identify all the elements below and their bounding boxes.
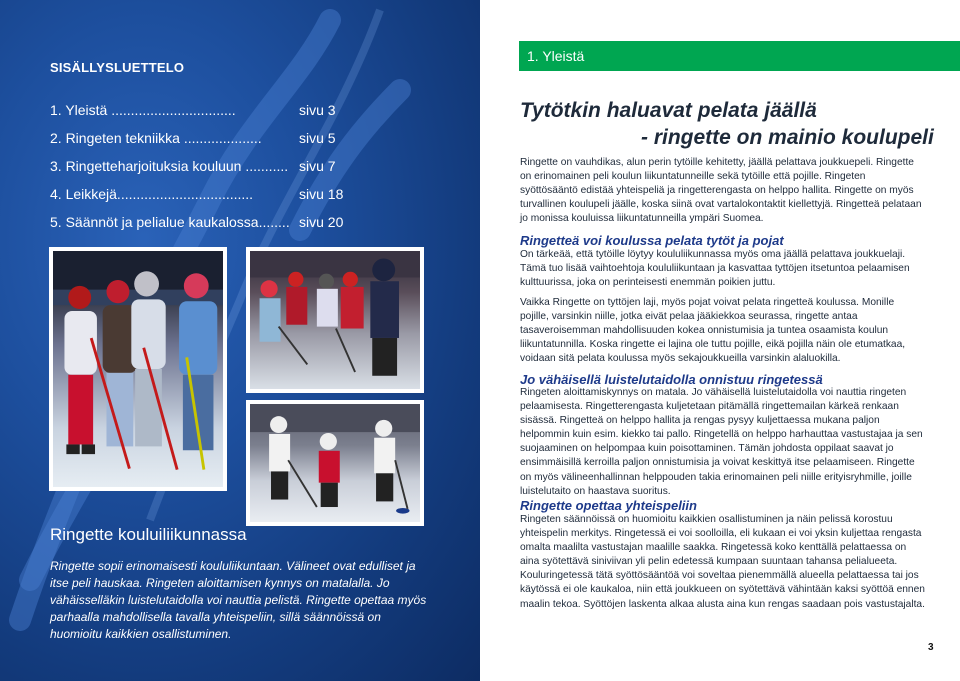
main-title-line1: Tytötkin haluavat pelata jäällä <box>520 99 817 122</box>
toc-item-harjoituksia[interactable] <box>50 158 370 186</box>
toc-page: sivu 5 <box>299 130 336 146</box>
photo-kids-playing <box>246 400 424 526</box>
left-body-text: Ringette sopii erinomaisesti koululiikuntaan. Välineet ovat edulliset ja itse peli hauskaa. Ringeten aloittamisen kynnys on matalalla. Jo vähäisselläkin luistelutaidolla voi nauttia pelistä. Ringette opettaa myös parhaalla mahdollisella tavalla yhteispeliin, sillä säännöissä on huomioitu kaikkien osallistuminen. <box>50 559 427 641</box>
left-heading: Ringette kouluiliikunnassa <box>50 525 247 544</box>
toc-entry: 2. Ringeten tekniikka .................... <box>50 130 262 146</box>
photo-kids-and-coach <box>246 247 424 393</box>
photo-kids-with-sticks <box>49 247 227 491</box>
toc-item-tekniikka[interactable] <box>50 130 370 158</box>
paragraph-intro: Ringette on vauhdikas, alun perin tytöille kehitetty, jäällä pelattava joukkuepeli. Ringette on erinomainen peli koulun liikuntatunneille sekä tytöille että pojille. Ringeten syöttösääntö edistää yhteispeliä ja ringetterengasta on helppo hallita. Ringette on myös turvallinen koulupeli jäälle, koska siinä ovat vartalokontaktit kiellettyjä. Ringetteä pelataan jo monissa kouluissa liikuntatunneilla ympäri Suomea. <box>520 157 922 225</box>
toc-page: sivu 7 <box>299 158 336 174</box>
toc-title: SISÄLLYSLUETTELO <box>50 60 185 75</box>
subheading-tytot-pojat: Ringetteä voi koulussa pelata tytöt ja pojat <box>520 233 784 248</box>
toc-page: sivu 18 <box>299 186 344 202</box>
toc-entry: 3. Ringetteharjoituksia kouluun ........... <box>50 158 289 174</box>
section-title: 1. Yleistä <box>527 48 585 64</box>
toc-entry: 5. Säännöt ja pelialue kaukalossa........ <box>50 214 290 230</box>
section-header-bar <box>519 41 960 71</box>
paragraph-pojat: Vaikka Ringette on tyttöjen laji, myös pojat voivat pelata ringetteä koulussa. Monille pojille, varsinkin niille, jotka eivät pelaa jääkiekkoa seurassa, ringette antaa tasaveroisemman mahdollisuuden kokea onnistumisia ja tuntea osaamista koulun liikuntatunnilla. Koska ringette ei lajina ole tuttu pojille, eikä pojilla näin ole etumatkaa, voidaan sitä pelata koulussa myös sekajoukkueilla varsinkin alaluokilla. <box>520 297 906 365</box>
toc-entry: 1. Yleistä ................................ <box>50 102 236 118</box>
toc-item-saannot[interactable] <box>50 214 370 242</box>
subheading-luistelutaito: Jo vähäisellä luistelutaidolla onnistuu ringetessä <box>520 372 823 387</box>
toc-page: sivu 3 <box>299 102 336 118</box>
toc-item-leikkeja[interactable] <box>50 186 370 214</box>
paragraph-luistelutaito: Ringeten aloittamiskynnys on matala. Jo vähäisellä luistelutaidolla voi nauttia ringeten pelaamisesta. Ringetterengasta kuljetetaan pitämällä ringettemailan kärkeä renkaan sisässä. Ringetteä on helppo hallita ja rengas pysyy kuljettaessa mukana paljon helpommin kuin esim. kiekko tai pallo. Ringetellä on helppo harhauttaa vastustajaa ja sen suojaaminen on helpompaa kuin poisottaminen. Tämän johdosta oppilaat saavat jo ensimmäisillä kerroilla paljon onnistumisia ja voivat keskittyä itse pelaamiseen. Ringette on myös välineenhallinnan helppouden takia erinomainen peli niille erityisryhmille, joille luistelutaito on haastava suoritus. <box>520 387 923 497</box>
toc-page: sivu 20 <box>299 214 344 230</box>
paragraph-yhteispeli: Ringeten säännöissä on huomioitu kaikkien osallistuminen ja näin pelissä korostuu yhteispelin merkitys. Ringetessä ei voi soolloilla, eli kukaan ei voi yksin kuljettaa rengasta omalta maalilta vastustajan maalille saakka. Ringetessä koko kenttällä pelattaessa on aina syötettävä siniviivan yli pelin edetessä kumpaan suuntaan tahansa pelialueeta. Kouluringetessä tätä syöttösääntöä voi soveltaa pienemmällä alueella pelattaessa tai jos käytössä ei ole kaukaloa, niin että joukkueen on syötettävä vähintään kaksi syöttöä ennen maalin tekoa. Syöttöjen laskenta alkaa alusta aina kun rengas saadaan pois vastustajalta. <box>520 514 925 610</box>
table-of-contents <box>50 102 370 242</box>
toc-entry: 4. Leikkejä................................... <box>50 186 254 202</box>
paragraph-tytot: On tärkeää, että tytöille löytyy koululiikunnassa myös oma jäällä pelattava joukkuelaji. Tämä tuo lisää vaihtoehtoja koululiikuntaan ja kasvattaa tyttöjen itsetuntoa pelaamisen kulttuurissa, joka on perinteisesti enemmän poikien juttu. <box>520 249 910 289</box>
main-title <box>520 97 940 151</box>
subheading-yhteispeli: Ringette opettaa yhteispeliin <box>520 498 697 513</box>
toc-item-yleista[interactable] <box>50 102 370 130</box>
main-title-line2: - ringette on mainio koulupeli <box>641 126 934 149</box>
page-number: 3 <box>928 642 934 653</box>
